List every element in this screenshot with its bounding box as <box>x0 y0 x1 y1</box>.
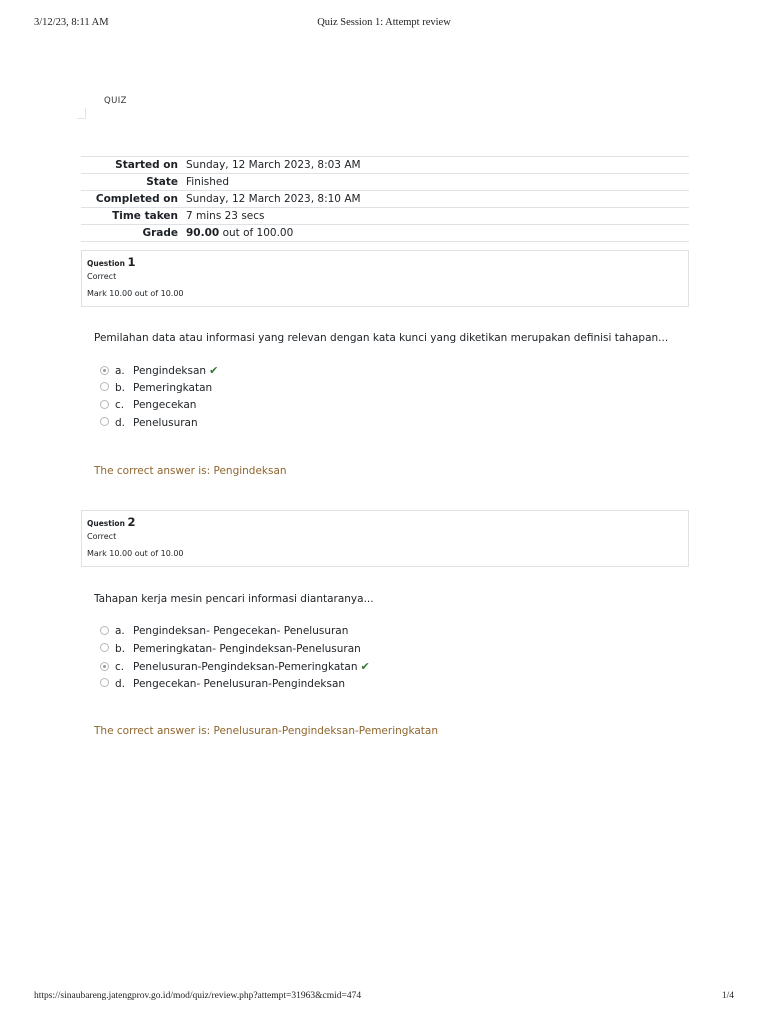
answer-letter: d. <box>115 677 126 690</box>
answer-text: Pengecekan- Penelusuran-Pengindeksan <box>133 677 346 690</box>
attempt-summary-table <box>81 156 689 242</box>
radio-button[interactable] <box>100 382 109 391</box>
answer-option[interactable] <box>100 658 370 676</box>
answer-text: Pemeringkatan <box>133 381 213 394</box>
check-icon: ✔ <box>360 660 370 673</box>
print-page-title: Quiz Session 1: Attempt review <box>317 17 451 28</box>
breadcrumb-divider <box>77 108 86 119</box>
print-datetime: 3/12/23, 8:11 AM <box>34 17 109 28</box>
radio-button[interactable] <box>100 626 109 635</box>
print-header <box>34 17 734 31</box>
question-2-answers <box>100 623 370 693</box>
answer-text: Penelusuran <box>133 416 198 429</box>
radio-button-selected[interactable] <box>100 366 109 375</box>
question-1-right-answer: The correct answer is: Pengindeksan <box>94 465 287 477</box>
summary-value: 7 mins 23 secs <box>183 208 689 225</box>
radio-button-selected[interactable] <box>100 662 109 671</box>
question-1-text: Pemilahan data atau informasi yang relevan dengan kata kunci yang diketikan merupakan definisi tahapan... <box>94 332 669 344</box>
answer-letter: b. <box>115 642 126 655</box>
question-number <box>87 255 136 269</box>
answer-text: Pemeringkatan- Pengindeksan-Penelusuran <box>133 642 361 655</box>
answer-letter: a. <box>115 625 125 637</box>
question-1-info <box>81 250 689 307</box>
summary-row-completed <box>81 191 689 208</box>
summary-row-time-taken <box>81 208 689 225</box>
answer-option[interactable] <box>100 397 218 415</box>
summary-label: Started on <box>81 157 183 174</box>
radio-button[interactable] <box>100 417 109 426</box>
print-page-indicator: 1/4 <box>721 991 734 1001</box>
summary-label: State <box>81 174 183 191</box>
answer-letter: a. <box>115 365 125 377</box>
question-mark: Mark 10.00 out of 10.00 <box>87 289 184 298</box>
answer-text: Penelusuran-Pengindeksan-Pemeringkatan <box>133 661 358 673</box>
answer-option[interactable] <box>100 362 218 380</box>
grade-score: 90.00 <box>186 227 220 239</box>
summary-label: Time taken <box>81 208 183 225</box>
question-mark: Mark 10.00 out of 10.00 <box>87 549 184 558</box>
print-footer <box>34 991 734 1005</box>
question-number <box>87 515 136 529</box>
question-2-right-answer: The correct answer is: Penelusuran-Pengindeksan-Pemeringkatan <box>94 725 438 737</box>
question-label: Question <box>87 259 125 268</box>
answer-letter: c. <box>115 399 125 411</box>
summary-value <box>183 225 689 242</box>
check-icon: ✔ <box>209 364 219 377</box>
answer-letter: d. <box>115 416 126 429</box>
answer-option[interactable] <box>100 641 370 659</box>
summary-row-grade <box>81 225 689 242</box>
print-url: https://sinaubareng.jatengprov.go.id/mod/quiz/review.php?attempt=31963&cmid=474 <box>34 991 362 1001</box>
question-number-value: 1 <box>127 255 136 269</box>
answer-text: Pengecekan <box>133 399 197 411</box>
summary-label: Grade <box>81 225 183 242</box>
answer-letter: c. <box>115 661 125 673</box>
summary-value: Finished <box>183 174 689 191</box>
answer-option[interactable] <box>100 676 370 694</box>
answer-option[interactable] <box>100 623 370 641</box>
summary-value: Sunday, 12 March 2023, 8:10 AM <box>183 191 689 208</box>
answer-text: Pengindeksan <box>133 365 207 377</box>
grade-max: out of 100.00 <box>222 227 294 239</box>
question-2-text: Tahapan kerja mesin pencari informasi diantaranya... <box>94 593 374 605</box>
question-label: Question <box>87 519 125 528</box>
summary-label: Completed on <box>81 191 183 208</box>
radio-button[interactable] <box>100 678 109 687</box>
question-state: Correct <box>87 532 117 541</box>
radio-button[interactable] <box>100 643 109 652</box>
question-number-value: 2 <box>127 515 136 529</box>
summary-value: Sunday, 12 March 2023, 8:03 AM <box>183 157 689 174</box>
radio-button[interactable] <box>100 400 109 409</box>
question-1-answers <box>100 362 218 432</box>
answer-letter: b. <box>115 381 126 394</box>
answer-option[interactable] <box>100 415 218 433</box>
answer-option[interactable] <box>100 380 218 398</box>
question-2-info <box>81 510 689 567</box>
breadcrumb-quiz-link[interactable]: QUIZ <box>104 96 127 106</box>
answer-text: Pengindeksan- Pengecekan- Penelusuran <box>133 625 349 637</box>
summary-row-state <box>81 174 689 191</box>
question-state: Correct <box>87 272 117 281</box>
summary-row-started <box>81 157 689 174</box>
